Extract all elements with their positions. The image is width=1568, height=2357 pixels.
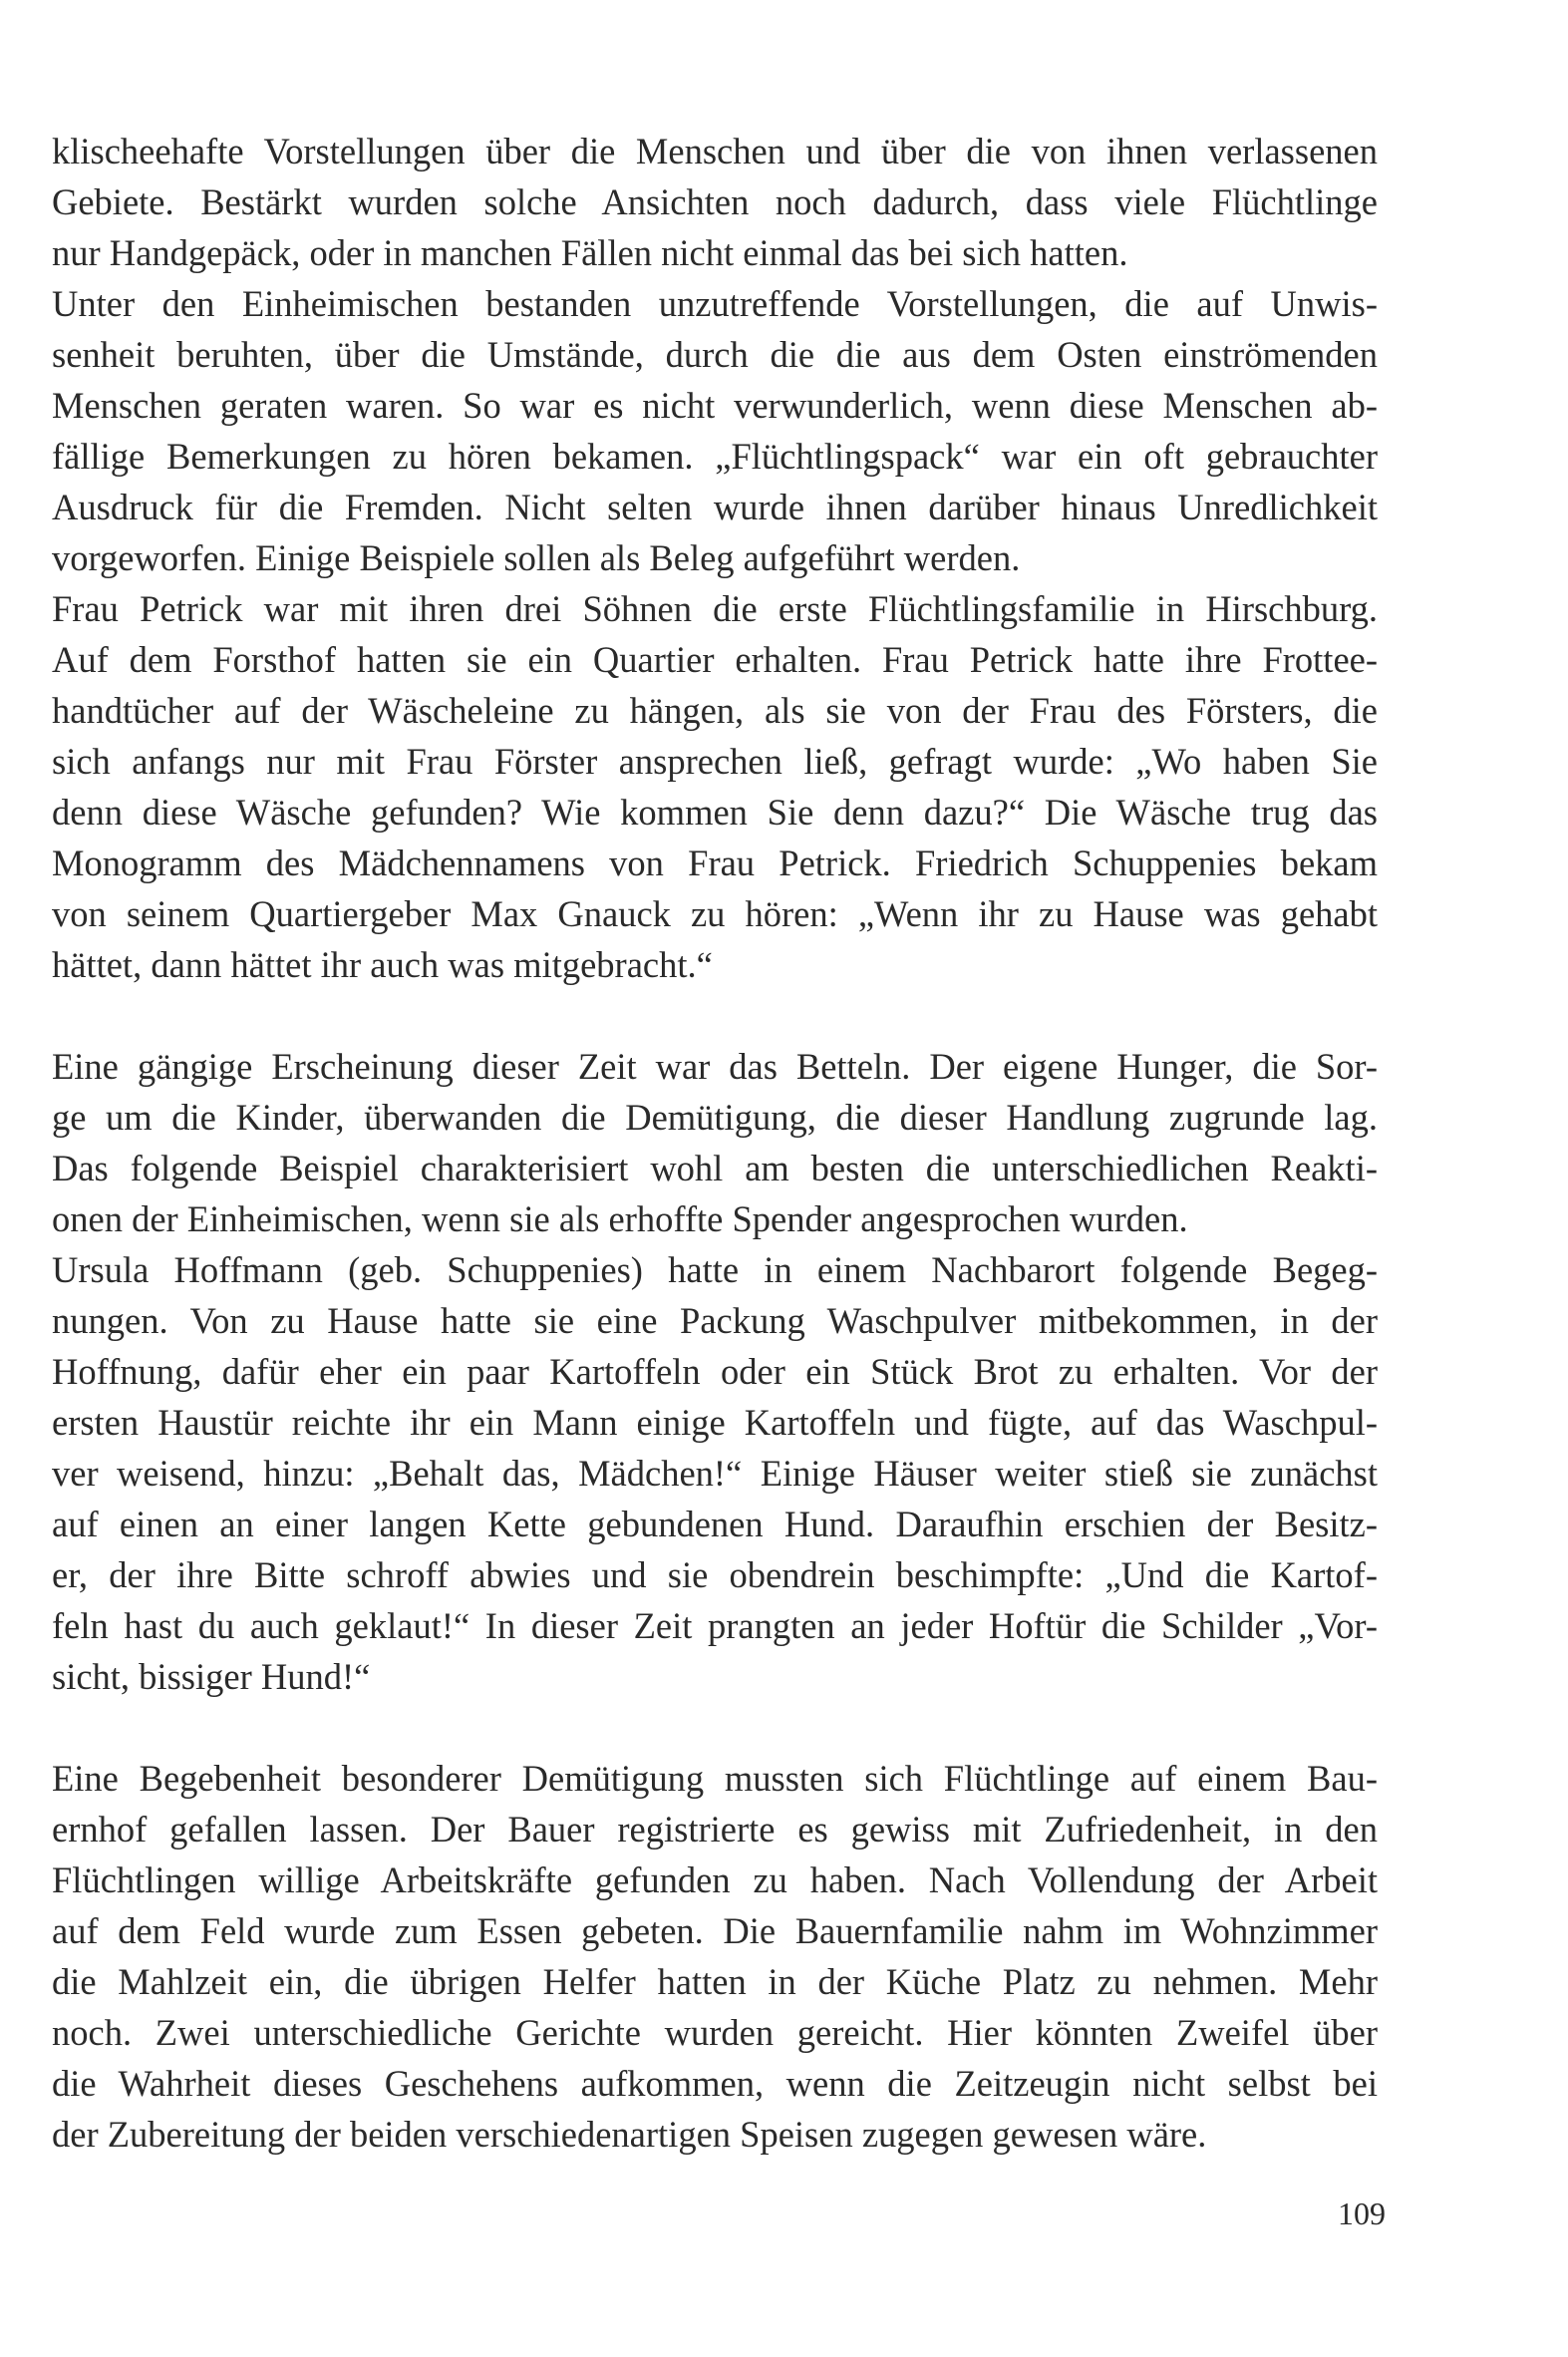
text-line: ver weisend, hinzu: „Behalt das, Mädchen!“ Einige Häuser weiter stieß sie zunächst	[52, 1453, 1378, 1494]
paragraph-1	[52, 126, 1378, 278]
paragraph-2	[52, 278, 1378, 583]
paragraph-4	[52, 1041, 1378, 1244]
text-line: Eine gängige Erscheinung dieser Zeit war das Betteln. Der eigene Hunger, die Sor-	[52, 1046, 1378, 1087]
text-line: fällige Bemerkungen zu hören bekamen. „Flüchtlingspack“ war ein oft gebrauchter	[52, 436, 1378, 477]
page-number: 109	[1338, 2195, 1386, 2231]
text-line: die Mahlzeit ein, die übrigen Helfer hatten in der Küche Platz zu nehmen. Mehr	[52, 1961, 1378, 2002]
text-line: sicht, bissiger Hund!“	[52, 1656, 371, 1697]
text-line: von seinem Quartiergeber Max Gnauck zu hören: „Wenn ihr zu Hause was gehabt	[52, 893, 1378, 934]
text-line: noch. Zwei unterschiedliche Gerichte wurden gereicht. Hier könnten Zweifel über	[52, 2012, 1378, 2053]
text-line: Das folgende Beispiel charakterisiert wohl am besten die unterschiedlichen Reakti-	[52, 1148, 1378, 1188]
text-line: ge um die Kinder, überwanden die Demütigung, die dieser Handlung zugrunde lag.	[52, 1097, 1378, 1138]
text-line: vorgeworfen. Einige Beispiele sollen als Beleg aufgeführt werden.	[52, 537, 1021, 578]
text-line: handtücher auf der Wäscheleine zu hängen, als sie von der Frau des Försters, die	[52, 690, 1378, 731]
text-line: denn diese Wäsche gefunden? Wie kommen Sie denn dazu?“ Die Wäsche trug das	[52, 792, 1378, 833]
paragraph-3	[52, 583, 1378, 990]
text-line: Ursula Hoffmann (geb. Schuppenies) hatte in einem Nachbarort folgende Begeg-	[52, 1249, 1378, 1290]
paragraph-spacer	[52, 1702, 1378, 1753]
text-line: nungen. Von zu Hause hatte sie eine Packung Waschpulver mitbekommen, in der	[52, 1300, 1378, 1341]
text-line: nur Handgepäck, oder in manchen Fällen nicht einmal das bei sich hatten.	[52, 232, 1128, 273]
text-line: Auf dem Forsthof hatten sie ein Quartier erhalten. Frau Petrick hatte ihre Frottee-	[52, 639, 1378, 680]
text-line: senheit beruhten, über die Umstände, durch die die aus dem Osten einströmenden	[52, 334, 1378, 375]
text-line: Unter den Einheimischen bestanden unzutreffende Vorstellungen, die auf Unwis-	[52, 283, 1378, 324]
paragraph-spacer	[52, 990, 1378, 1041]
text-line: Gebiete. Bestärkt wurden solche Ansichten noch dadurch, dass viele Flüchtlinge	[52, 181, 1378, 222]
text-line: auf dem Feld wurde zum Essen gebeten. Die Bauernfamilie nahm im Wohnzimmer	[52, 1910, 1378, 1951]
text-line: Monogramm des Mädchennamens von Frau Petrick. Friedrich Schuppenies bekam	[52, 842, 1378, 883]
text-line: Menschen geraten waren. So war es nicht verwunderlich, wenn diese Menschen ab-	[52, 385, 1378, 426]
text-line: klischeehafte Vorstellungen über die Menschen und über die von ihnen verlassenen	[52, 131, 1378, 171]
text-line: hättet, dann hättet ihr auch was mitgebracht.“	[52, 944, 713, 985]
text-line: Flüchtlingen willige Arbeitskräfte gefunden zu haben. Nach Vollendung der Arbeit	[52, 1859, 1378, 1900]
text-line: ernhof gefallen lassen. Der Bauer registrierte es gewiss mit Zufriedenheit, in den	[52, 1809, 1378, 1850]
paragraph-6	[52, 1753, 1378, 2160]
text-line: der Zubereitung der beiden verschiedenartigen Speisen zugegen gewesen wäre.	[52, 2114, 1207, 2155]
text-line: auf einen an einer langen Kette gebundenen Hund. Daraufhin erschien der Besitz-	[52, 1504, 1378, 1544]
paragraph-5	[52, 1244, 1378, 1702]
text-line: Ausdruck für die Fremden. Nicht selten wurde ihnen darüber hinaus Unredlichkeit	[52, 487, 1378, 527]
text-line: ersten Haustür reichte ihr ein Mann einige Kartoffeln und fügte, auf das Waschpul-	[52, 1402, 1378, 1443]
text-line: er, der ihre Bitte schroff abwies und sie obendrein beschimpfte: „Und die Kartof-	[52, 1554, 1378, 1595]
text-line: Hoffnung, dafür eher ein paar Kartoffeln oder ein Stück Brot zu erhalten. Vor der	[52, 1351, 1378, 1392]
page-body	[52, 126, 1378, 2160]
text-line: onen der Einheimischen, wenn sie als erhoffte Spender angesprochen wurden.	[52, 1198, 1188, 1239]
text-line: die Wahrheit dieses Geschehens aufkommen, wenn die Zeitzeugin nicht selbst bei	[52, 2063, 1378, 2104]
text-line: feln hast du auch geklaut!“ In dieser Zeit prangten an jeder Hoftür die Schilder „Vor-	[52, 1605, 1378, 1646]
text-line: Frau Petrick war mit ihren drei Söhnen die erste Flüchtlingsfamilie in Hirschburg.	[52, 588, 1378, 629]
text-line: sich anfangs nur mit Frau Förster ansprechen ließ, gefragt wurde: „Wo haben Sie	[52, 741, 1378, 782]
text-line: Eine Begebenheit besonderer Demütigung mussten sich Flüchtlinge auf einem Bau-	[52, 1758, 1378, 1799]
